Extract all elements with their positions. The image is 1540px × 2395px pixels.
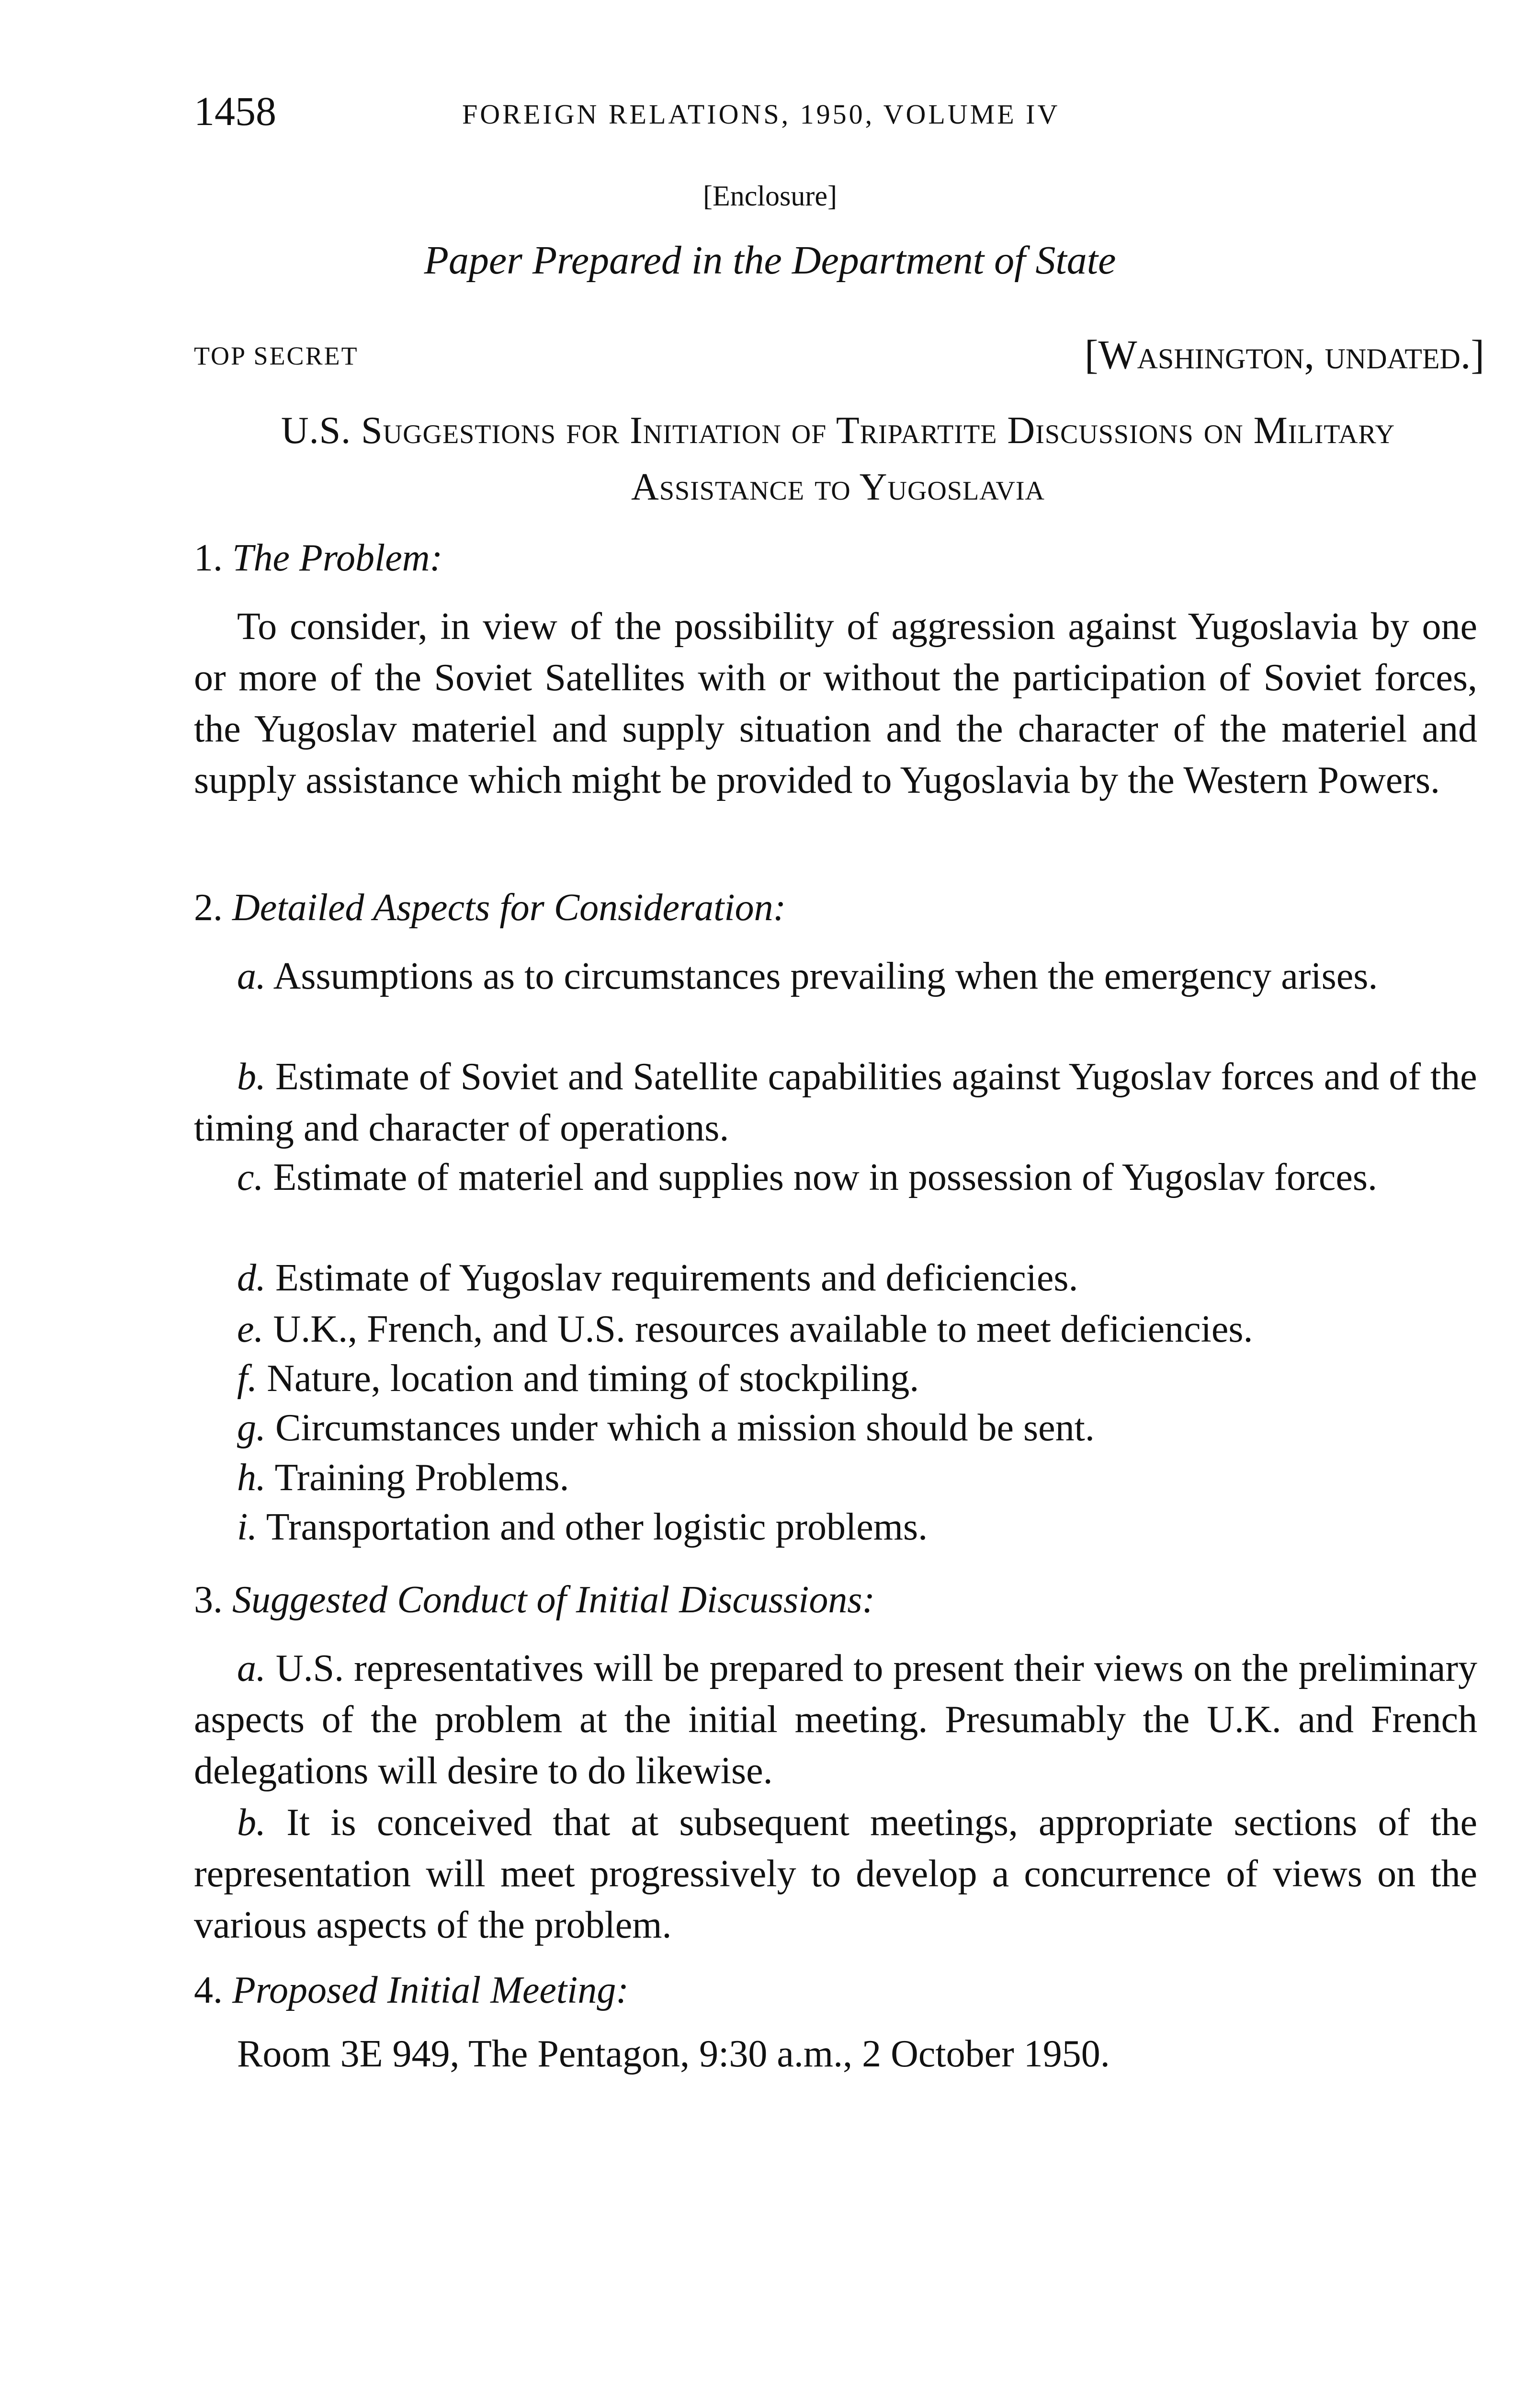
section-label: Proposed Initial Meeting: xyxy=(232,1969,629,2011)
item-letter: b. xyxy=(237,1802,266,1844)
item-letter: c. xyxy=(237,1156,264,1198)
list-item xyxy=(194,1403,1477,1454)
section-1-heading xyxy=(194,536,442,580)
item-letter: a. xyxy=(237,1647,266,1689)
section-4-paragraph: Room 3E 949, The Pentagon, 9:30 a.m., 2 October 1950. xyxy=(237,2033,1110,2075)
item-text: Assumptions as to circumstances prevailing when the emergency arises. xyxy=(273,955,1378,997)
item-letter: f. xyxy=(237,1357,258,1400)
paper-title: Paper Prepared in the Department of State xyxy=(424,238,1116,283)
document-title: U.S. Suggestions for Initiation of Tripartite Discussions on Military Assistance to Yugoslavia xyxy=(281,410,1395,508)
item-text: Estimate of materiel and supplies now in possession of Yugoslav forces. xyxy=(273,1156,1378,1198)
place-date: [Washington, undated.] xyxy=(1084,331,1484,377)
item-letter: i. xyxy=(237,1506,258,1548)
list-item xyxy=(194,1304,1477,1355)
item-text: U.S. representatives will be prepared to present their views on the preliminary aspects of the problem at the initial meeting. Presumably the U.K. and French delegations will desire to do likewise. xyxy=(194,1647,1478,1792)
section-label: Suggested Conduct of Initial Discussions: xyxy=(232,1579,875,1621)
item-letter: h. xyxy=(237,1457,266,1499)
page-number: 1458 xyxy=(194,88,276,134)
item-letter: a. xyxy=(237,955,266,997)
section-number: 3. xyxy=(194,1579,223,1621)
item-letter: b. xyxy=(237,1056,266,1098)
item-text: Estimate of Yugoslav requirements and deficiencies. xyxy=(275,1257,1078,1299)
list-item xyxy=(194,1051,1477,1154)
section-number: 2. xyxy=(194,887,223,929)
item-text: Circumstances under which a mission should be sent. xyxy=(275,1407,1095,1449)
item-letter: g. xyxy=(237,1407,266,1449)
section-2-heading xyxy=(194,886,786,930)
section-3-heading xyxy=(194,1578,875,1622)
list-item xyxy=(194,1643,1477,1797)
list-item xyxy=(194,1353,1477,1404)
section-number: 4. xyxy=(194,1969,223,2011)
enclosure-label: [Enclosure] xyxy=(703,180,837,212)
list-item xyxy=(194,1502,1477,1553)
item-text: Estimate of Soviet and Satellite capabilities against Yugoslav forces and of the timing and character of operations. xyxy=(194,1056,1477,1149)
item-text: Transportation and other logistic problems. xyxy=(266,1506,928,1548)
list-item xyxy=(194,1253,1477,1304)
item-text: Training Problems. xyxy=(274,1457,569,1499)
list-item xyxy=(194,1452,1477,1504)
section-number: 1. xyxy=(194,537,223,579)
item-letter: e. xyxy=(237,1308,264,1350)
classification-marking: TOP SECRET xyxy=(194,342,359,370)
list-item xyxy=(194,1152,1477,1203)
section-4-heading xyxy=(194,1969,629,2012)
list-item xyxy=(194,1797,1477,1951)
running-head: FOREIGN RELATIONS, 1950, VOLUME IV xyxy=(462,99,1060,130)
list-item xyxy=(194,951,1477,1002)
item-letter: d. xyxy=(237,1257,266,1299)
section-label: Detailed Aspects for Consideration: xyxy=(232,887,786,929)
section-label: The Problem: xyxy=(232,537,443,579)
item-text: Nature, location and timing of stockpiling. xyxy=(267,1357,919,1400)
item-text: It is conceived that at subsequent meetings, appropriate sections of the representation will meet progressively to develop a concurrence of views on the various aspects of the problem. xyxy=(194,1802,1478,1946)
section-1-paragraph: To consider, in view of the possibility of aggression against Yugoslavia by one or more of the Soviet Satellites with or without the participation of Soviet forces, the Yugoslav materiel and supply situation and the character of the materiel and supply assistance which might be provided to Yugoslavia by the Western Powers. xyxy=(194,605,1477,801)
item-text: U.K., French, and U.S. resources available to meet deficiencies. xyxy=(273,1308,1253,1350)
